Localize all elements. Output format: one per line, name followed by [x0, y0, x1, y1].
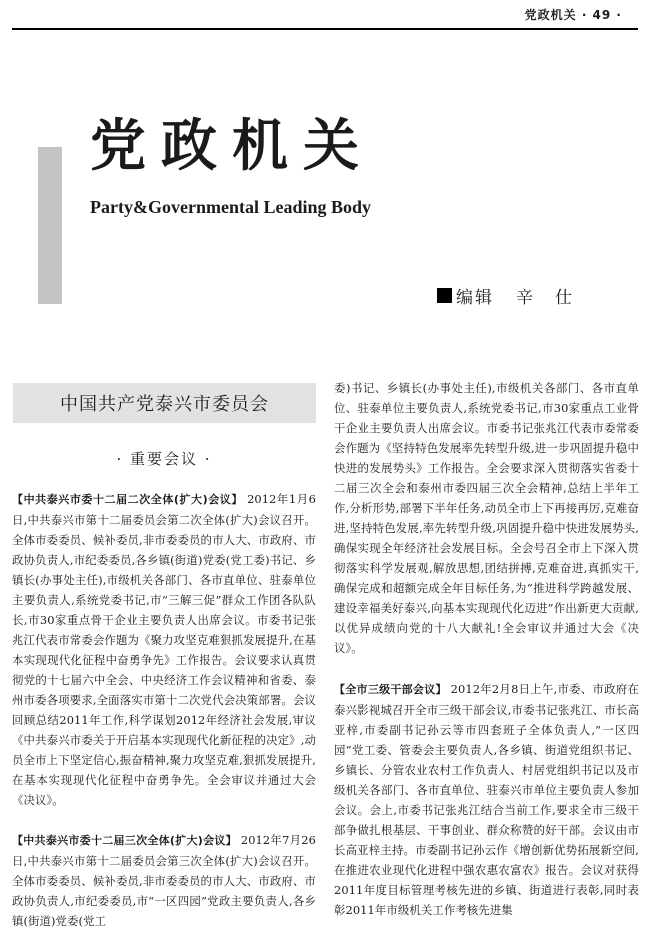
paragraph-text: 2012年2月8日上午,市委、市政府在泰兴影视城召开全市三级干部会议,市委书记张兆江、市长高亚梓,市委副书记孙云等市四套班子全体负责人,“一区四园”党工委、管委会主要负责人,各乡镇、街道党组织书记、乡镇长、分管农业农村工作负责人、村居党组织书记以及市级机关各部门、各市直单位、驻泰兴市单位主要负责人参加会议。会上,市委书记张兆江结合当前工作,要求全市三级干部争做扎根基层、干事创业、群众称赞的好干部。会议由市长高亚梓主持。市委副书记孙云作《增创新优势拓展新空间,在推进农业现代化进程中强农惠农富农》报告。会议对获得2011年度目标管理考核先进的乡镇、街道进行表彰,同时表彰2011年市级机关工作考核先进集: [334, 682, 639, 917]
editor-name: 辛仕: [516, 288, 594, 308]
meeting-title: 【中共泰兴市委十二届三次全体(扩大)会议】: [12, 834, 237, 847]
meeting-title: 【全市三级干部会议】: [334, 683, 447, 696]
running-head: 党政机关 · 49 ·: [524, 8, 622, 22]
meeting-paragraph: [12, 489, 316, 810]
meeting-paragraph: [334, 679, 639, 920]
paragraph-text: 委)书记、乡镇长(办事处主任),市级机关各部门、各市直单位、驻泰单位主要负责人,系统党委书记,市30家重点工业骨干企业主要负责人出席会议。市委书记张兆江代表市委常委会作题为《坚持特色发展率先转型升级,进一步巩固提升稳中快进的发展势头》工作报告。全会要求深入贯彻落实省委十二届三次全会和泰州市委四届三次全会精神,总结上半年工作,分析形势,部署下半年任务,动员全市上下再接再厉,克难奋进,坚持特色发展,率先转型升级,巩固提升稳中快进发展势头,确保实现全年经济社会发展目标。全会号召全市上下深入贯彻落实科学发展观,解放思想,团结拼搏,克难奋进,真抓实干,确保完成和超额完成全年目标任务,为“推进科学跨越发展、建设幸福美好泰兴,向基本实现现代化迈进”作出新更大贡献,以优异成绩向党的十八大献礼!全会审议并通过大会《决议》。: [334, 381, 639, 655]
left-column: [12, 383, 316, 931]
org-heading: 中国共产党泰兴市委员会: [13, 383, 316, 423]
sub-heading: · 重要会议 ·: [116, 450, 212, 468]
section-title: 党政机关: [90, 113, 374, 179]
square-bullet-icon: [437, 288, 452, 303]
paragraph-text: 2012年1月6日,中共泰兴市第十二届委员会第二次全体(扩大)会议召开。全体市委委员、候补委员,非市委委员的市人大、市政府、市政协负责人,市纪委委员,各乡镇(街道)党委(党工委)书记、乡镇长(办事处主任),市级机关各部门、各市直单位、驻泰单位主要负责人,系统党委书记,市“三解三促”群众工作团各队队长,市30家重点骨干企业主要负责人出席会议。市委书记张兆江代表市常委会作题为《聚力攻坚克难狠抓发展提升,在基本实现现代化征程中奋勇争先》工作报告。会议要求认真贯彻党的十七届六中全会、中央经济工作会议精神和省委、泰州市委各项要求,全面落实市第十二次党代会决策部署。会议回顾总结2011年工作,科学谋划2012年经济社会发展,审议《中共泰兴市委关于开启基本实现现代化新征程的决定》,动员全市上下坚定信心,振奋精神,聚力攻坚克难,狠抓发展提升,在基本实现现代化征程中奋勇争先。全会审议并通过大会《决议》。: [12, 492, 316, 807]
section-subtitle: Party&Governmental Leading Body: [90, 197, 371, 217]
paragraph-text: 2012年7月26日,中共泰兴市第十二届委员会第三次全体(扩大)会议召开。全体市委委员、候补委员,非市委委员的市人大、市政府、市政协负责人,市纪委委员,市“一区四园”党政主要负责人,各乡镇(街道)党委(党工: [12, 833, 316, 928]
decorative-bar: [38, 147, 62, 304]
header-rule: [12, 28, 638, 30]
editor-credit: [437, 283, 594, 308]
meeting-title: 【中共泰兴市委十二届二次全体(扩大)会议】: [12, 493, 243, 506]
right-column: [334, 378, 639, 920]
meeting-paragraph: [334, 378, 639, 658]
meeting-paragraph: [12, 830, 316, 931]
editor-label: 编辑: [456, 288, 494, 308]
